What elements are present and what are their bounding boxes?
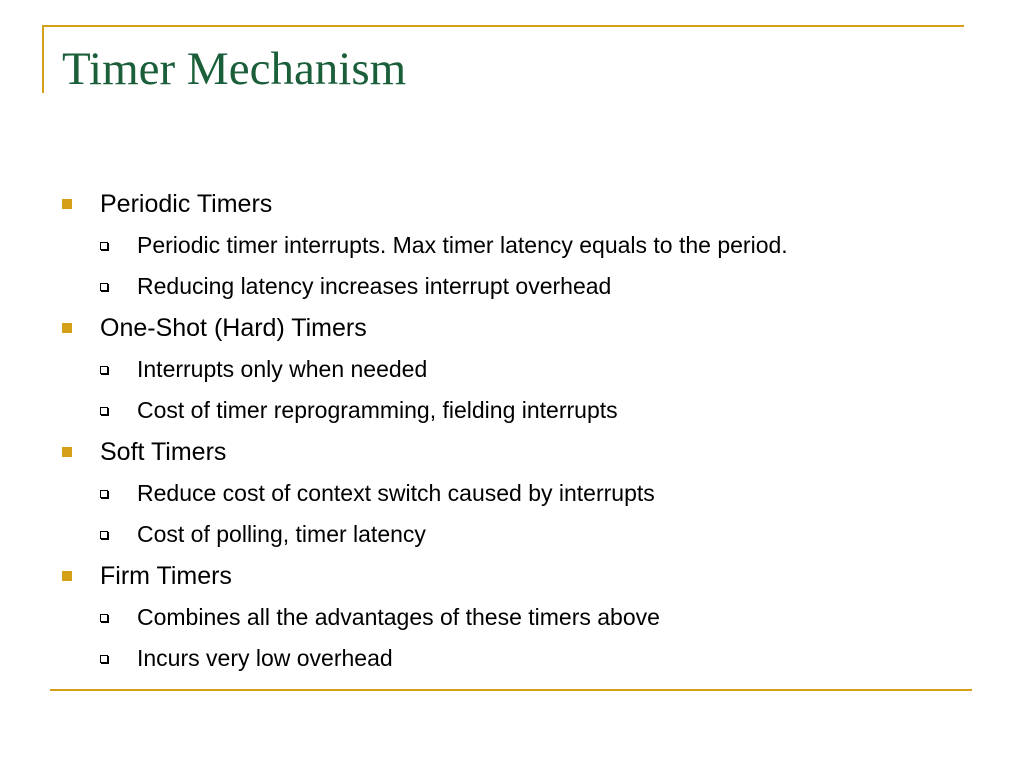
sub-bullet-text: Combines all the advantages of these timers above <box>137 604 660 630</box>
sub-bullet-item <box>60 390 980 431</box>
sub-bullet-item <box>60 514 980 555</box>
square-bullet-icon <box>62 323 72 333</box>
sub-bullet-item <box>60 225 980 266</box>
hollow-square-bullet-icon <box>100 655 108 663</box>
bullet-item <box>60 431 980 473</box>
bullet-text: One-Shot (Hard) Timers <box>100 314 367 342</box>
sub-bullet-text: Interrupts only when needed <box>137 356 428 382</box>
hollow-square-bullet-icon <box>100 283 108 291</box>
sub-bullet-text: Cost of timer reprogramming, fielding interrupts <box>137 397 618 423</box>
bullet-item <box>60 307 980 349</box>
sub-bullet-text: Incurs very low overhead <box>137 645 393 671</box>
hollow-square-bullet-icon <box>100 407 108 415</box>
hollow-square-bullet-icon <box>100 366 108 374</box>
sub-bullet-item <box>60 349 980 390</box>
hollow-square-bullet-icon <box>100 242 108 250</box>
sub-bullet-text: Periodic timer interrupts. Max timer latency equals to the period. <box>137 232 788 258</box>
bullet-text: Firm Timers <box>100 562 232 590</box>
bullet-text: Periodic Timers <box>100 190 273 218</box>
sub-bullet-item <box>60 473 980 514</box>
bullet-item <box>60 555 980 597</box>
sub-bullet-item <box>60 597 980 638</box>
sub-bullet-text: Reducing latency increases interrupt overhead <box>137 273 612 299</box>
square-bullet-icon <box>62 199 72 209</box>
sub-bullet-item <box>60 266 980 307</box>
bullet-list <box>60 183 980 679</box>
bullet-item <box>60 183 980 225</box>
left-border-line <box>42 25 44 93</box>
hollow-square-bullet-icon <box>100 614 108 622</box>
bullet-text: Soft Timers <box>100 438 227 466</box>
slide-title: Timer Mechanism <box>62 43 407 95</box>
square-bullet-icon <box>62 571 72 581</box>
square-bullet-icon <box>62 447 72 457</box>
top-border-line <box>42 25 964 27</box>
sub-bullet-text: Reduce cost of context switch caused by interrupts <box>137 480 655 506</box>
hollow-square-bullet-icon <box>100 490 108 498</box>
sub-bullet-text: Cost of polling, timer latency <box>137 521 426 547</box>
bottom-divider-line <box>50 689 972 691</box>
hollow-square-bullet-icon <box>100 531 108 539</box>
sub-bullet-item <box>60 638 980 679</box>
